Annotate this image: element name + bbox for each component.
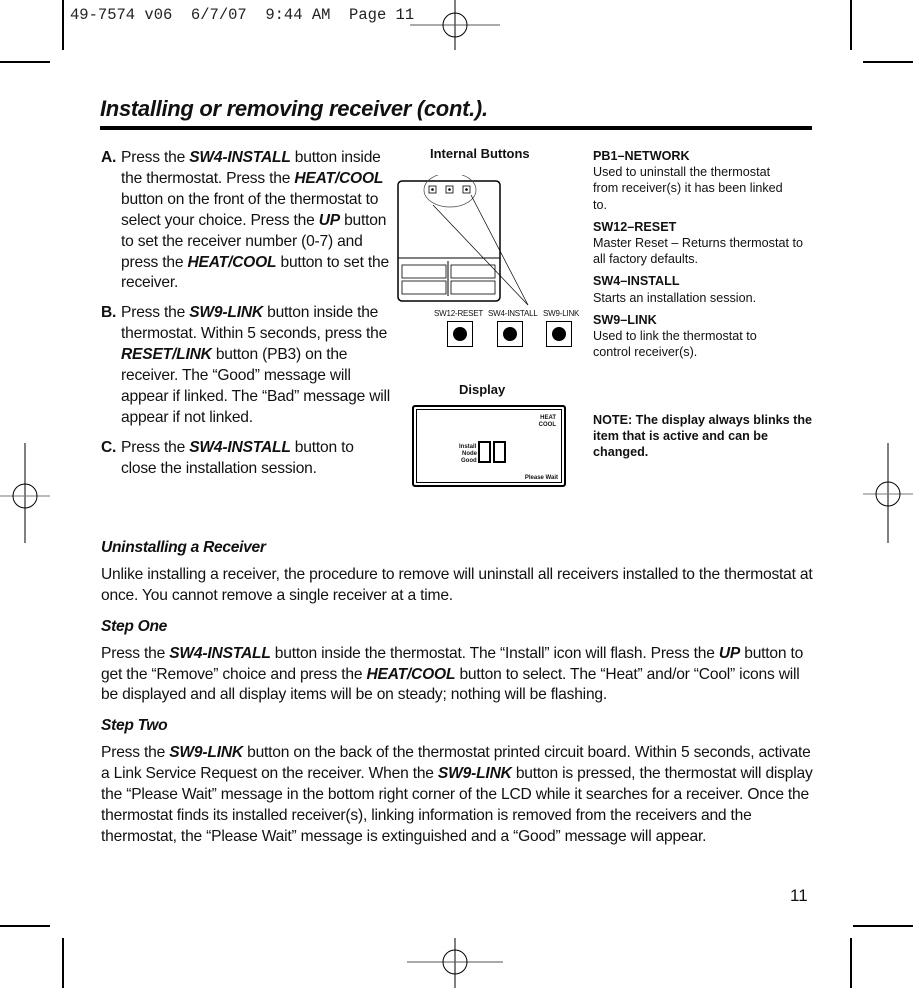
desc-sw4-install: SW4–INSTALL Starts an installation session.	[593, 274, 757, 305]
lcd-install: Install	[459, 444, 477, 450]
lcd-display	[412, 405, 566, 487]
display-note: NOTE: The display always blinks the item that is active and can be changed.	[593, 413, 813, 460]
display-title: Display	[459, 382, 506, 397]
uninstall-section	[101, 538, 813, 858]
desc-sw9-link: SW9–LINK Used to link the thermostat to control receiver(s).	[593, 312, 757, 360]
lcd-please-wait: Please Wait	[524, 475, 558, 481]
step-two-heading: Step Two	[101, 717, 168, 735]
step-a: A. Press the SW4-INSTALL button inside the thermostat. Press the HEAT/COOL button on the front of the thermostat to select your choice. Press the UP button to set the receiver number (0-7) and press the HEAT/COOL button to set the receiver.	[101, 149, 389, 292]
lcd-digits-00	[478, 441, 508, 465]
step-b: B. Press the SW9-LINK button inside the thermostat. Within 5 seconds, press the RESET/LINK button (PB3) on the receiver. The “Good” message will appear if linked. The “Bad” message will appear if not linked.	[101, 304, 391, 426]
printer-slug: 49-7574 v06 6/7/07 9:44 AM Page 11	[70, 6, 415, 24]
callout-lines	[425, 185, 535, 310]
uninstall-text: Unlike installing a receiver, the procedure to remove will uninstall all receivers installed to the thermostat at once. You cannot remove a single receiver at a time.	[101, 565, 813, 604]
crop-mark	[0, 61, 50, 63]
crop-mark	[62, 938, 64, 988]
button-descriptions	[593, 148, 813, 366]
registration-mark-icon	[858, 443, 913, 548]
step-c: C. Press the SW4-INSTALL button to close the installation session.	[101, 438, 354, 477]
desc-sw12-reset: SW12–RESET Master Reset – Returns thermostat to all factory defaults.	[593, 219, 803, 267]
registration-mark-icon	[405, 935, 505, 988]
sw4-install-button	[497, 321, 523, 347]
registration-mark-icon	[405, 0, 505, 55]
button-dot-icon	[453, 327, 467, 341]
button-dot-icon	[552, 327, 566, 341]
sw12-reset-button	[447, 321, 473, 347]
step-one-heading: Step One	[101, 617, 168, 635]
crop-mark	[0, 925, 50, 927]
install-steps	[101, 148, 391, 489]
crop-mark	[62, 0, 64, 50]
sw9-link-button	[546, 321, 572, 347]
crop-mark	[863, 61, 913, 63]
sw12-reset-label: SW12-RESET	[434, 309, 484, 318]
page-number: 11	[790, 886, 808, 905]
button-dot-icon	[503, 327, 517, 341]
lcd-good: Good	[461, 458, 477, 464]
page-title: Installing or removing receiver (cont.).	[100, 96, 488, 121]
uninstall-heading: Uninstalling a Receiver	[101, 539, 266, 556]
crop-mark	[850, 938, 852, 988]
title-rule	[100, 126, 812, 130]
crop-mark	[850, 0, 852, 50]
sw4-install-label: SW4-INSTALL	[488, 309, 538, 318]
step-two-text: Press the SW9-LINK button on the back of the thermostat printed circuit board. Within 5 seconds, activate a Link Service Request on the receiver. When the SW9-LINK button is pressed, the thermostat will display the “Please Wait” message in the bottom right corner of the LCD while it searches for a receiver. Once the thermostat finds its installed receiver(s), linking information is removed from the receivers and the thermostat, the “Please Wait” message is extinguished and a “Good” message will appear.	[101, 744, 813, 845]
lcd-heat: HEAT	[540, 415, 556, 421]
sw9-link-label: SW9-LINK	[543, 309, 580, 318]
lcd-cool: COOL	[538, 422, 556, 428]
registration-mark-icon	[0, 443, 55, 548]
step-one-text: Press the SW4-INSTALL button inside the thermostat. The “Install” icon will flash. Press the UP button to get the “Remove” choice and press the HEAT/COOL button to select. The “Heat” and/or “Cool” icons will be displayed and all display items will be on steady; nothing will be flashing.	[101, 644, 804, 704]
internal-buttons-title: Internal Buttons	[430, 146, 530, 161]
crop-mark	[853, 925, 913, 927]
lcd-node: Node	[462, 451, 477, 457]
desc-pb1-network: PB1–NETWORK Used to uninstall the thermostat from receiver(s) it has been linked to.	[593, 149, 783, 212]
